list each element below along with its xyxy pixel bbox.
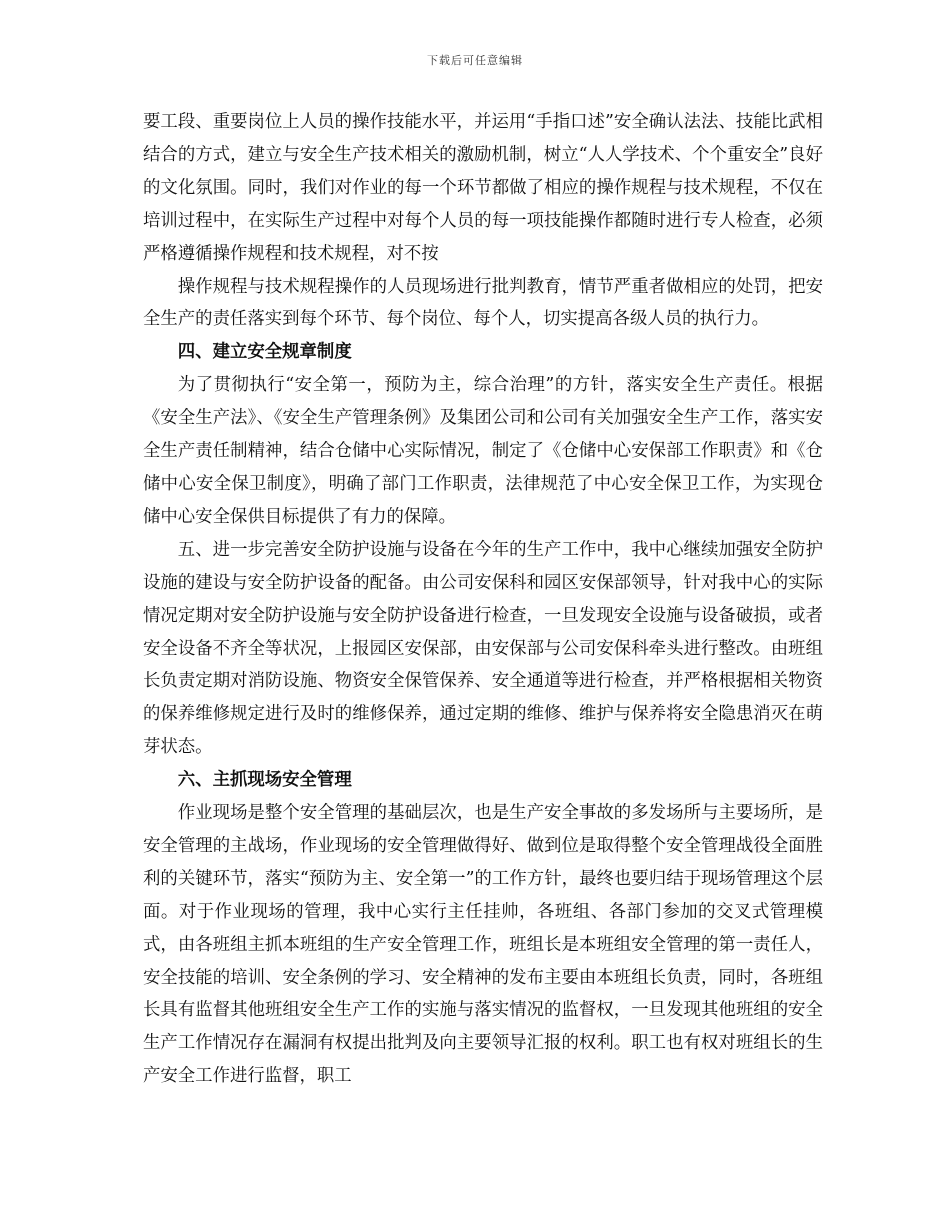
paragraph-4: 五、进一步完善安全防护设施与设备在今年的生产工作中，我中心继续加强安全防护设施的建设与安全防护设备的配备。由公司安保科和园区安保部领导，针对我中心的实际情况定期对安全防护设施与安全防护设备进行检查，一旦发现安全设施与设备破损，或者安全设备不齐全等状况，上报园区安保部，由安保部与公司安保科牵头进行整改。由班组长负责定期对消防设施、物资安全保管保养、安全通道等进行检查，并严格根据相关物资的保养维修规定进行及时的维修保养，通过定期的维修、维护与保养将安全隐患消灭在萌芽状态。: [143, 539, 823, 758]
paragraph-2: 操作规程与技术规程操作的人员现场进行批判教育，情节严重者做相应的处罚，把安全生产的责任落实到每个环节、每个岗位、每个人，切实提高各级人员的执行力。: [143, 276, 823, 330]
page-header: 下载后可任意编辑: [427, 54, 523, 67]
section-heading-4: 四、建立安全规章制度: [177, 342, 352, 363]
document-body: [143, 106, 823, 1093]
paragraph-3: 为了贯彻执行“安全第一，预防为主，综合治理”的方针，落实安全生产责任。根据《安全生产法》、《安全生产管理条例》及集团公司和公司有关加强安全生产工作，落实安全生产责任制精神，结合仓储中心实际情况，制定了《仓储中心安保部工作职责》和《仓储中心安全保卫制度》，明确了部门工作职责，法律规范了中心安全保卫工作，为实现仓储中心安全保供目标提供了有力的保障。: [143, 375, 823, 527]
paragraph-1: 要工段、重要岗位上人员的操作技能水平，并运用“手指口述”安全确认法法、技能比武相结合的方式，建立与安全生产技术相关的激励机制，树立“人人学技术、个个重安全”良好的文化氛围。同时，我们对作业的每一个环节都做了相应的操作规程与技术规程，不仅在培训过程中，在实际生产过程中对每个人员的每一项技能操作都随时进行专人检查，必须严格遵循操作规程和技术规程，对不按: [143, 112, 823, 264]
paragraph-5: 作业现场是整个安全管理的基础层次，也是生产安全事故的多发场所与主要场所，是安全管理的主战场，作业现场的安全管理做得好、做到位是取得整个安全管理战役全面胜利的关键环节，落实“预防为主、安全第一”的工作方针，最终也要归结于现场管理这个层面。对于作业现场的管理，我中心实行主任挂帅，各班组、各部门参加的交叉式管理模式，由各班组主抓本班组的生产安全管理工作，班组长是本班组安全管理的第一责任人，安全技能的培训、安全条例的学习、安全精神的发布主要由本班组长负责，同时，各班组长具有监督其他班组安全生产工作的实施与落实情况的监督权，一旦发现其他班组的安全生产工作情况存在漏洞有权提出批判及向主要领导汇报的权利。职工也有权对班组长的生产安全工作进行监督，职工: [143, 803, 823, 1087]
section-heading-6: 六、主抓现场安全管理: [177, 770, 352, 791]
